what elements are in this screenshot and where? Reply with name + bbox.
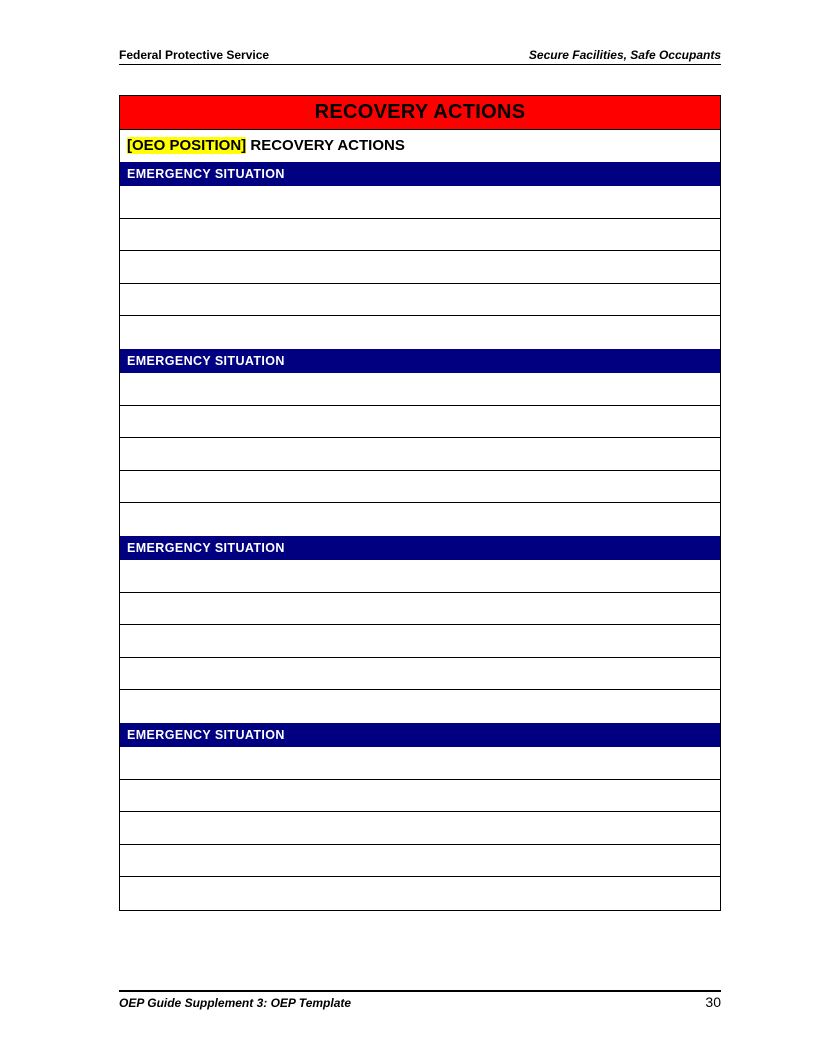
entry-row[interactable] — [120, 251, 720, 284]
situation-header: EMERGENCY SITUATION — [120, 723, 720, 747]
entry-row[interactable] — [120, 658, 720, 691]
emergency-section — [120, 723, 720, 910]
header-tagline: Secure Facilities, Safe Occupants — [528, 48, 721, 62]
entry-row[interactable] — [120, 284, 720, 317]
entry-row[interactable] — [120, 406, 720, 439]
situation-header: EMERGENCY SITUATION — [120, 536, 720, 560]
entry-row[interactable] — [120, 219, 720, 252]
situation-header: EMERGENCY SITUATION — [120, 349, 720, 373]
footer-document-title: OEP Guide Supplement 3: OEP Template — [119, 996, 352, 1010]
entry-row[interactable] — [120, 747, 720, 780]
entry-row[interactable] — [120, 316, 720, 349]
header-organization: Federal Protective Service — [119, 48, 270, 62]
entry-row[interactable] — [120, 503, 720, 536]
entry-row[interactable] — [120, 471, 720, 504]
situation-header: EMERGENCY SITUATION — [120, 162, 720, 186]
position-placeholder: [OEO POSITION] — [127, 137, 247, 154]
emergency-section — [120, 162, 720, 349]
emergency-section — [120, 536, 720, 723]
page-number: 30 — [705, 994, 721, 1010]
position-label: RECOVERY ACTIONS — [246, 137, 405, 154]
form-title: RECOVERY ACTIONS — [120, 96, 720, 130]
position-row — [120, 130, 720, 162]
recovery-actions-form — [119, 95, 721, 911]
entry-row[interactable] — [120, 812, 720, 845]
entry-row[interactable] — [120, 625, 720, 658]
entry-row[interactable] — [120, 877, 720, 910]
entry-row[interactable] — [120, 780, 720, 813]
emergency-section — [120, 349, 720, 536]
entry-row[interactable] — [120, 186, 720, 219]
entry-row[interactable] — [120, 593, 720, 626]
entry-row[interactable] — [120, 438, 720, 471]
entry-row[interactable] — [120, 560, 720, 593]
entry-row[interactable] — [120, 690, 720, 723]
page-header — [119, 47, 721, 65]
entry-row[interactable] — [120, 373, 720, 406]
entry-row[interactable] — [120, 845, 720, 878]
page-footer — [119, 990, 721, 1012]
